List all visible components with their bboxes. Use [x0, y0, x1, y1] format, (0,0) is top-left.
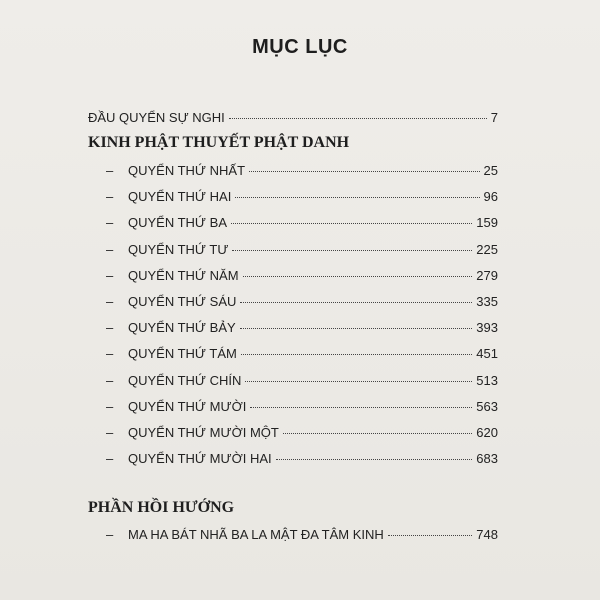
toc-entry: [106, 163, 498, 178]
toc-entry-title: QUYỂN THỨ MƯỜI: [128, 398, 247, 414]
toc-entry-label: ĐẦU QUYỂN SỰ NGHI: [88, 110, 225, 125]
toc-entry: [106, 268, 498, 283]
toc-entry: [106, 215, 498, 230]
toc-entry-page: 513: [476, 372, 498, 388]
dot-leader: [276, 458, 473, 460]
dash-marker: –: [106, 372, 114, 388]
toc-entry: [106, 346, 498, 361]
toc-entry-title: QUYỂN THỨ TÁM: [128, 346, 237, 362]
dash-marker: –: [106, 451, 114, 467]
toc-entry-title: QUYỂN THỨ MƯỜI MỘT: [128, 425, 279, 440]
dash-marker: –: [106, 346, 114, 362]
dash-marker: –: [106, 320, 114, 336]
dot-leader: [388, 534, 473, 536]
toc-entry-page: 335: [476, 294, 498, 309]
toc-entry: [106, 373, 498, 388]
toc-entry-page: 96: [483, 189, 498, 205]
toc-entry-label: [106, 399, 246, 414]
toc-entry-title: QUYỂN THỨ BA: [128, 215, 227, 231]
toc-entry-title: QUYỂN THỨ MƯỜI HAI: [128, 451, 272, 467]
dash-marker: –: [106, 241, 114, 257]
toc-entry-page: 25: [483, 163, 498, 178]
toc-entry-title: QUYỂN THỨ BẢY: [128, 320, 236, 336]
toc-entry-label: [106, 451, 272, 466]
dash-marker: –: [106, 398, 114, 414]
toc-entry-title: QUYỂN THỨ TƯ: [128, 241, 229, 257]
toc-entry: [106, 399, 498, 414]
dot-leader: [243, 275, 473, 277]
toc-entry: [106, 242, 498, 257]
toc-entry-page: 7: [490, 110, 498, 125]
dot-leader: [240, 327, 473, 329]
toc-entry: [106, 294, 498, 309]
toc-entry-label: [106, 425, 279, 440]
dot-leader: [231, 222, 472, 224]
toc-entry-title: QUYỂN THỨ CHÍN: [128, 372, 242, 388]
toc-entry: [106, 425, 498, 440]
dash-marker: –: [106, 189, 114, 205]
toc-entry-title: QUYỂN THỨ HAI: [128, 189, 232, 205]
toc-entry-title: MA HA BÁT NHÃ BA LA MẬT ĐA TÂM KINH: [128, 527, 384, 542]
toc-entry: [106, 451, 498, 466]
dot-leader: [240, 301, 472, 303]
dot-leader: [249, 170, 479, 172]
toc-entry-title: QUYỂN THỨ SÁU: [128, 294, 237, 309]
toc-entry-title: QUYỂN THỨ NHẤT: [128, 163, 246, 178]
toc-entry-label: [106, 294, 236, 309]
toc-entry-page: 683: [476, 451, 498, 467]
toc-entry-page: 279: [476, 267, 498, 283]
section-heading: PHẦN HỒI HƯỚNG: [88, 499, 235, 516]
dot-leader: [250, 406, 472, 408]
dash-marker: –: [106, 425, 114, 440]
toc-entry-intro: [88, 110, 498, 125]
dot-leader: [232, 249, 472, 251]
toc-entry-page: 159: [476, 215, 498, 231]
dash-marker: –: [106, 294, 114, 309]
dot-leader: [229, 117, 487, 119]
toc-entry: [106, 320, 498, 335]
toc-entry-label: [106, 242, 228, 257]
toc-entry-page: 620: [476, 425, 498, 440]
toc-entry-label: [106, 320, 236, 335]
toc-entry-label: [106, 163, 245, 178]
toc-entry-label: [106, 215, 227, 230]
dot-leader: [283, 432, 472, 434]
dot-leader: [245, 380, 472, 382]
toc-entry-title: QUYỂN THỨ NĂM: [128, 267, 239, 283]
toc-entry-label: [106, 346, 237, 361]
toc-entry-page: 748: [476, 527, 498, 542]
section-heading: KINH PHẬT THUYẾT PHẬT DANH: [88, 134, 350, 151]
toc-entry: [106, 527, 498, 542]
page-title: MỤC LỤC: [252, 36, 348, 58]
dash-marker: –: [106, 527, 114, 542]
toc-entry: [106, 189, 498, 204]
toc-entry-page: 225: [476, 241, 498, 257]
dot-leader: [235, 196, 479, 198]
dash-marker: –: [106, 215, 114, 231]
toc-entry-label: [106, 373, 241, 388]
toc-entry-page: 563: [476, 398, 498, 414]
dash-marker: –: [106, 267, 114, 283]
toc-entry-label: [106, 527, 384, 542]
dash-marker: –: [106, 163, 114, 178]
toc-entry-label: [106, 268, 239, 283]
toc-entry-label: [106, 189, 231, 204]
toc-entry-page: 451: [476, 346, 498, 362]
dot-leader: [241, 353, 472, 355]
toc-entry-page: 393: [476, 320, 498, 336]
